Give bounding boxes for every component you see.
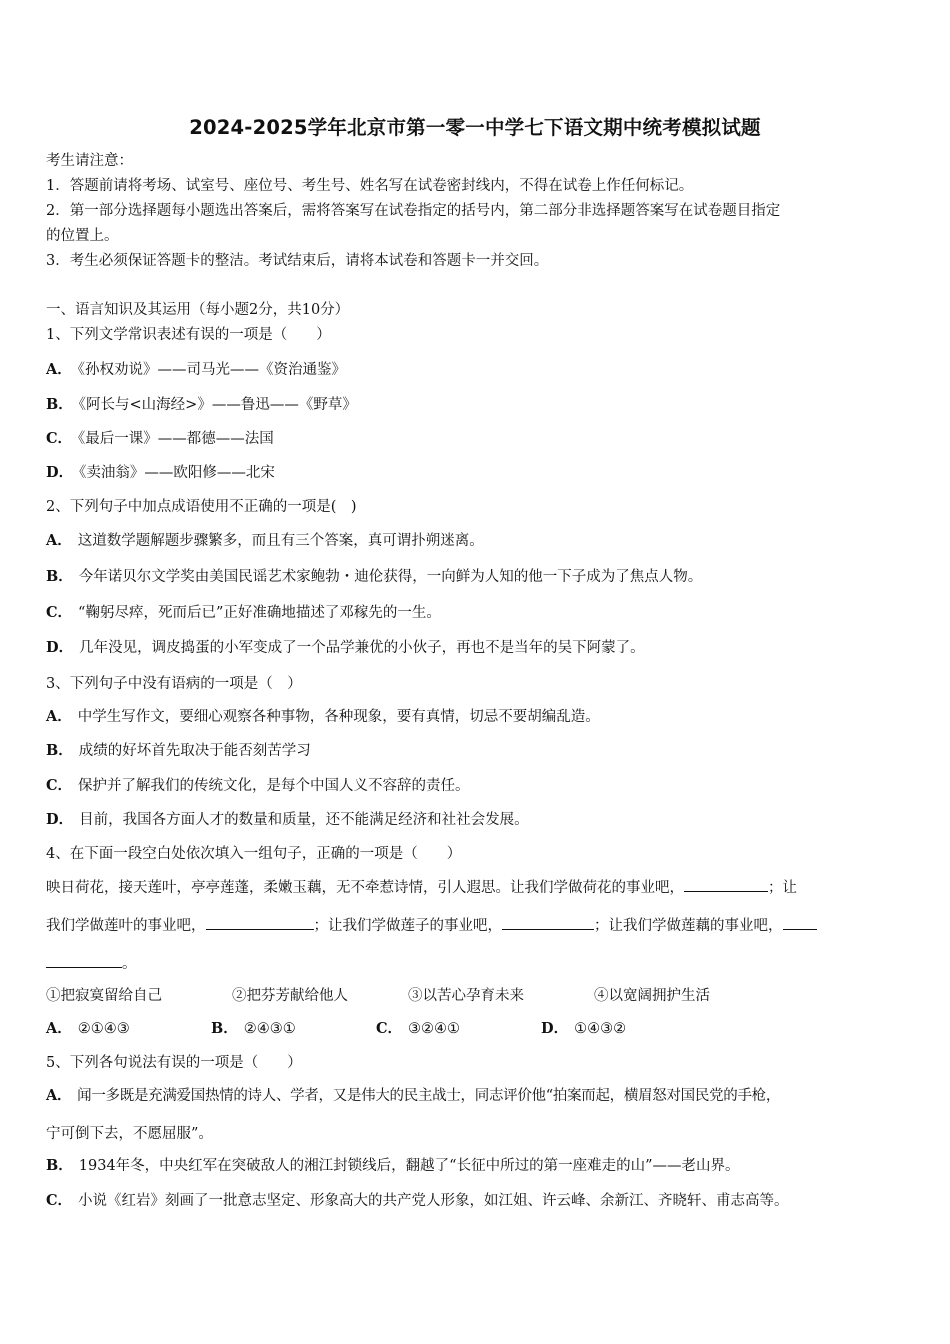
option-row [46,429,906,449]
option-row [46,395,906,415]
question-stem: 1、下列文学常识表述有误的一项是（ ） [46,327,331,343]
option-label: A． [46,532,72,549]
phrase-item: ①把寂寞留给自己 [46,988,162,1004]
answer-blank [684,877,768,892]
phrase-item: ④以宽阔拥护生活 [594,988,710,1004]
option-text: 成绩的好坏首先取决于能否刻苦学习 [78,743,311,759]
option-label: C． [46,1192,73,1209]
option-label: B． [46,568,73,585]
option-text: ②①④③ [77,1021,130,1037]
option-text: 《最后一课》——都德——法国 [78,431,274,447]
notice-item: 2．第一部分选择题每小题选出答案后，需将答案写在试卷指定的括号内，第二部分非选择题答案写在试卷题目指定 [46,203,781,219]
option-label: D． [46,811,74,828]
option-label: A． [46,708,72,725]
question-stem: 4、在下面一段空白处依次填入一组句子，正确的一项是（ ） [46,846,462,862]
option-label: C． [46,777,73,794]
notice-item: 3．考生必须保证答题卡的整洁。考试结束后，请将本试卷和答题卡一并交回。 [46,253,549,269]
option-text: 《孙权劝说》——司马光——《资治通鉴》 [77,362,347,378]
passage-line [46,877,906,898]
passage-text: ；让我们学做莲藕的事业吧， [594,918,783,934]
notice-item: 的位置上。 [46,228,119,244]
option-text: “鞠躬尽瘁，死而后已”正好准确地描述了邓稼先的一生。 [78,605,441,621]
passage-text: ；让 [768,880,797,896]
option-text: ③②④① [408,1021,461,1037]
option-label: A． [46,1087,72,1104]
choice-item [376,1019,541,1039]
question-stem: 5、下列各句说法有误的一项是（ ） [46,1055,302,1071]
passage-text: 。 [122,956,137,972]
option-label: D． [46,464,74,481]
option-text: ②④③① [243,1021,296,1037]
option-row [46,531,906,551]
option-label: B． [211,1020,238,1037]
option-row [46,567,906,587]
option-label: A． [46,1020,72,1037]
option-label: A． [46,361,72,378]
option-row [46,603,906,623]
passage-line [46,915,906,936]
option-text: 《阿长与<山海经>》——鲁迅——《野草》 [78,397,357,413]
option-text: 保护并了解我们的传统文化，是每个中国人义不容辞的责任。 [78,778,470,794]
option-row [46,707,906,727]
option-row [46,776,906,796]
phrase-item: ③以苦心孕育未来 [408,988,524,1004]
option-row [46,360,906,380]
passage-line [46,953,906,974]
option-row [46,741,906,761]
option-row [46,638,906,658]
option-text: 1934年冬，中央红军在突破敌人的湘江封锁线后，翻越了“长征中所过的第一座难走的山”——老山界。 [78,1158,740,1174]
option-label: B． [46,742,73,759]
question-stem: 2、下列句子中加点成语使用不正确的一项是( ) [46,499,357,515]
phrase-item: ②把芬芳献给他人 [232,988,348,1004]
option-row [46,463,906,483]
exam-title: 2024-2025学年北京市第一零一中学七下语文期中统考模拟试题 [189,116,761,139]
question-stem: 3、下列句子中没有语病的一项是（ ） [46,676,302,692]
option-row [46,1156,906,1176]
option-label: D． [46,639,74,656]
option-label: D． [541,1020,569,1037]
option-continuation: 宁可倒下去，不愿屈服”。 [46,1126,213,1142]
choice-item [211,1019,376,1039]
option-text: 这道数学题解题步骤繁多，而且有三个答案，真可谓扑朔迷离。 [77,533,484,549]
option-text: 中学生写作文，要细心观察各种事物，各种现象，要有真情，切忌不要胡编乱造。 [77,709,600,725]
choice-item [46,1019,211,1039]
option-text: 小说《红岩》刻画了一批意志坚定、形象高大的共产党人形象，如江姐、许云峰、余新江、齐晓轩、甫志高等。 [78,1193,789,1209]
choice-item [541,1019,626,1039]
option-text: 《卖油翁》——欧阳修——北宋 [79,465,275,481]
passage-text: 映日荷花，接天莲叶，亭亭莲蓬，柔嫩玉藕，无不牵惹诗情，引人遐思。让我们学做荷花的事业吧， [46,880,684,896]
option-label: B． [46,1157,73,1174]
option-text: ①④③② [574,1021,627,1037]
answer-blank [502,915,594,930]
answer-blank [783,915,817,930]
option-row [46,810,906,830]
option-text: 闻一多既是充满爱国热情的诗人、学者，又是伟大的民主战士，同志评价他“拍案而起，横眉怒对国民党的手枪， [77,1088,781,1104]
option-row [46,1086,906,1106]
notice-heading: 考生请注意： [46,153,133,169]
option-text: 目前，我国各方面人才的数量和质量，还不能满足经济和社社会发展。 [79,812,529,828]
option-text: 今年诺贝尔文学奖由美国民谣艺术家鲍勃・迪伦获得，一向鲜为人知的他一下子成为了焦点人物。 [78,569,703,585]
option-label: C． [376,1020,403,1037]
section-heading: 一、语言知识及其运用（每小题2分，共10分） [46,302,350,318]
option-label: B． [46,396,73,413]
passage-text: 我们学做莲叶的事业吧， [46,918,206,934]
phrase-list [46,986,906,1006]
passage-text: ；让我们学做莲子的事业吧， [313,918,502,934]
option-row [46,1191,906,1211]
answer-blank [46,953,122,968]
choice-row [46,1019,906,1039]
option-text: 几年没见，调皮捣蛋的小军变成了一个品学兼优的小伙子，再也不是当年的吴下阿蒙了。 [79,640,645,656]
answer-blank [206,915,314,930]
option-label: C． [46,604,73,621]
option-label: C． [46,430,73,447]
notice-item: 1．答题前请将考场、试室号、座位号、考生号、姓名写在试卷密封线内，不得在试卷上作任何标记。 [46,178,694,194]
